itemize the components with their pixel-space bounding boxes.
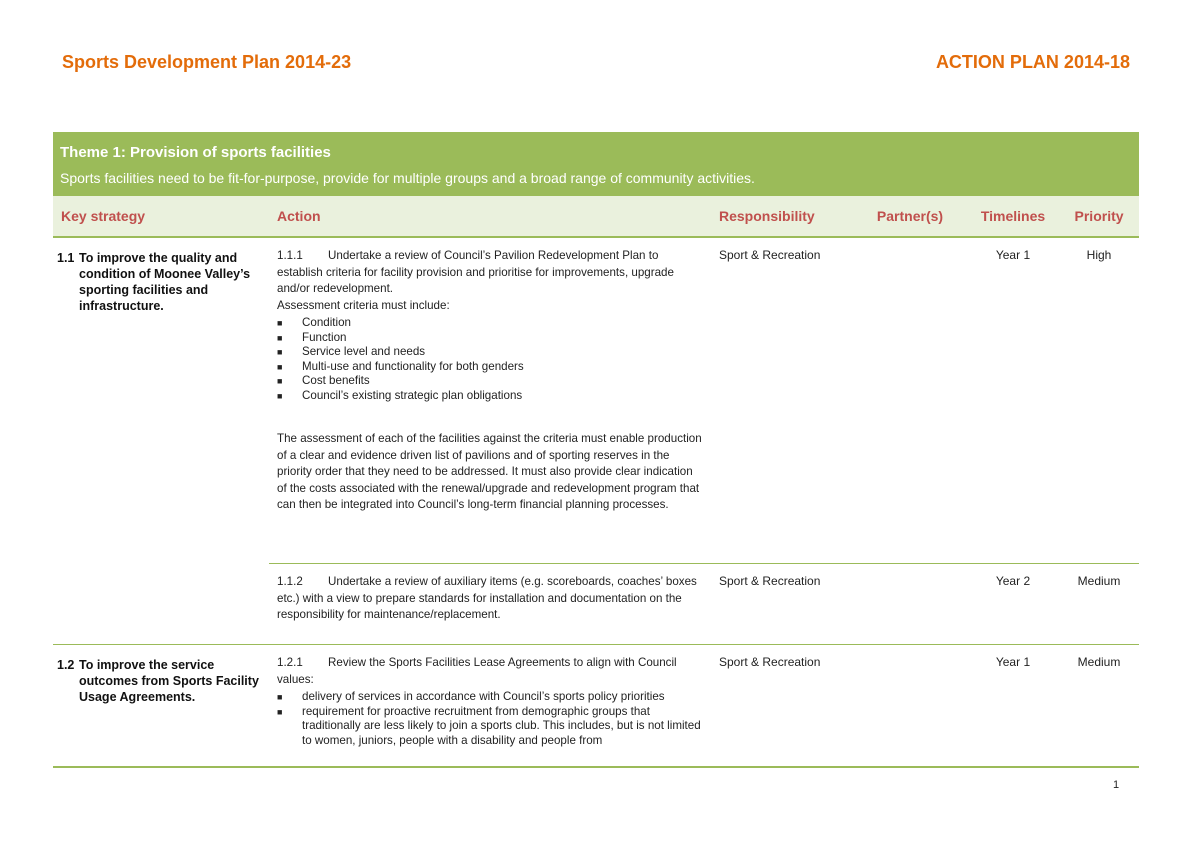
column-header-partners: Partner(s)	[853, 196, 967, 237]
priority-cell: Medium	[1077, 655, 1121, 669]
list-item: ■ requirement for proactive recruitment from demographic groups that traditionally are less likely to join a sports club. This includes, but is not limited to women, juniors, people with a disability and people from	[277, 704, 701, 747]
strategy-text: To improve the service outcomes from Sports Facility Usage Agreements.	[79, 658, 259, 704]
column-header-timelines: Timelines	[967, 196, 1059, 237]
strategy-text: To improve the quality and condition of Moonee Valley’s sporting facilities and infrastructure.	[79, 251, 251, 313]
timeline-cell: Year 1	[995, 655, 1031, 669]
action-plan-title: ACTION PLAN 2014-18	[935, 52, 1130, 72]
responsibility-cell: Sport & Recreation	[719, 655, 821, 669]
bullet-icon: ■	[277, 361, 283, 372]
list-item: ■ Function	[277, 330, 347, 344]
column-header-key-strategy: Key strategy	[53, 196, 269, 237]
list-item: ■ Condition	[277, 316, 351, 329]
theme-banner	[53, 132, 1139, 196]
action-plan-table	[53, 132, 1139, 760]
bullet-icon: ■	[277, 706, 283, 717]
action-number: 1.1.1	[277, 249, 303, 262]
action-text: Review the Sports Facilities Lease Agreements to align with Council values:	[277, 656, 677, 686]
timeline-cell: Year 2	[967, 564, 1059, 645]
list-item: ■ Cost benefits	[277, 374, 370, 387]
strategy-number: 1.2	[57, 658, 75, 672]
criteria-list	[277, 316, 703, 403]
column-header-row	[53, 196, 1139, 237]
bullet-icon: ■	[277, 318, 283, 328]
priority-cell: High	[1086, 248, 1112, 262]
theme-title: Theme 1: Provision of sports facilities	[60, 144, 331, 161]
timeline-cell: Year 1	[995, 248, 1031, 262]
list-item: ■ Multi-use and functionality for both genders	[277, 359, 524, 373]
list-item: ■ delivery of services in accordance with Council’s sports policy priorities	[277, 690, 665, 703]
action-number: 1.2.1	[277, 656, 303, 669]
column-header-action: Action	[269, 196, 711, 237]
action-text: Undertake a review of Council’s Pavilion Redevelopment Plan to establish criteria for facility provision and prioritise for improvements, upgrade and/or redevelopment.	[277, 249, 674, 295]
table-row	[53, 645, 1139, 761]
partners-cell	[853, 645, 967, 761]
bullet-icon: ■	[277, 692, 283, 702]
strategy-cell	[53, 645, 269, 761]
partners-cell	[853, 237, 967, 564]
values-list	[277, 690, 703, 748]
action-text: Undertake a review of auxiliary items (e.g. scoreboards, coaches’ boxes etc.) with a view to prepare standards for installation and documentation on the responsibility for maintenance/replacement.	[277, 575, 697, 621]
bullet-icon: ■	[277, 332, 283, 343]
column-header-priority: Priority	[1059, 196, 1139, 237]
bullet-icon: ■	[277, 376, 283, 386]
list-item: ■ Council’s existing strategic plan obligations	[277, 388, 523, 402]
list-item: ■ Service level and needs	[277, 345, 426, 358]
action-description	[277, 248, 703, 298]
action-paragraph: The assessment of each of the facilities against the criteria must enable production of a clear and evidence driven list of pavilions and of sporting reserves in the priority order that they need to be addressed. It must also provide clear indication of the costs associated with the renewal/upgrade and redevelopment program that can then be integrated into Council’s long-term financial planning processes.	[277, 432, 702, 511]
action-cell	[269, 564, 711, 645]
strategy-cell	[53, 237, 269, 645]
action-number: 1.1.2	[277, 575, 303, 588]
page-footer-area	[0, 767, 1200, 848]
action-cell	[269, 237, 711, 564]
document-title: Sports Development Plan 2014-23	[62, 52, 352, 72]
bullet-icon: ■	[277, 390, 283, 401]
table-row	[53, 237, 1139, 564]
page-number: 1	[1113, 779, 1120, 791]
bullet-icon: ■	[277, 347, 283, 357]
responsibility-cell: Sport & Recreation	[719, 248, 821, 262]
action-description	[277, 655, 703, 688]
priority-cell: Medium	[1059, 564, 1139, 645]
action-cell	[269, 645, 711, 761]
action-subheading: Assessment criteria must include:	[277, 298, 450, 312]
table-bottom-border	[53, 766, 1139, 768]
partners-cell	[853, 564, 967, 645]
column-header-responsibility: Responsibility	[711, 196, 853, 237]
theme-description: Sports facilities need to be fit-for-purpose, provide for multiple groups and a broad range of community activities.	[60, 170, 755, 186]
responsibility-cell: Sport & Recreation	[711, 564, 853, 645]
strategy-number: 1.1	[57, 251, 75, 265]
